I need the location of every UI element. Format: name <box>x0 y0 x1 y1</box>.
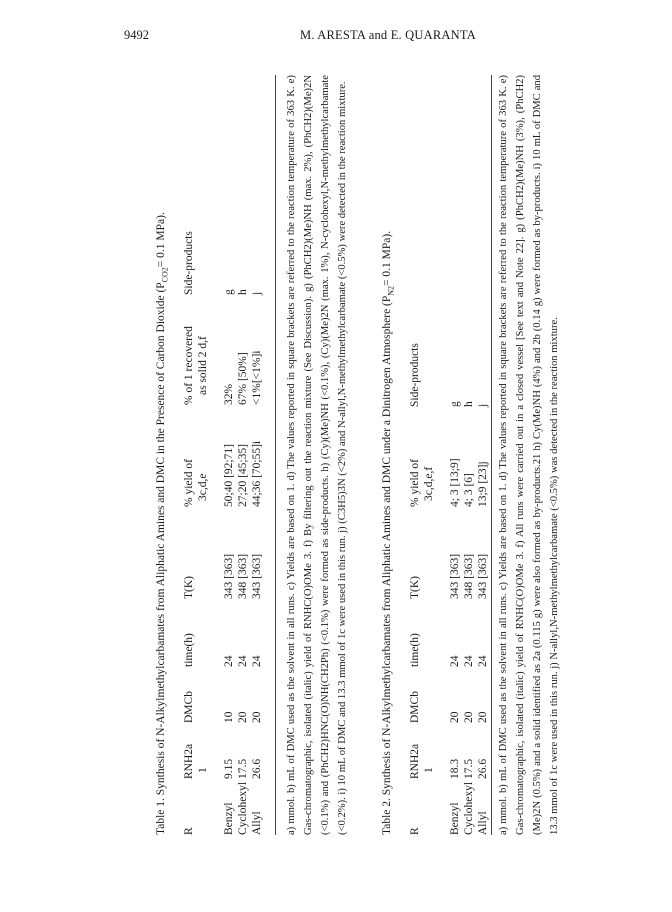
t1-r2-time: 24 <box>251 655 263 667</box>
t2-r0-time: 24 <box>449 655 461 667</box>
table2-rule <box>491 75 492 835</box>
t2-r0-rnh2: 18.3 <box>449 758 461 779</box>
t1-r1-yield: 27;20 [45;35] <box>237 444 249 507</box>
t1-r0-yield: 50;40 [92;71] <box>223 444 235 507</box>
t1-r2-rnh2: 26.6 <box>251 758 263 779</box>
table1-caption: Table 1. Synthesis of N-Alkylmethylcarbamates from Aliphatic Amines and DMC in the Presence of Carbon Dioxide ($P_{CO2}= 0.1$ MPa). <box>155 212 170 835</box>
t2-r2-side: j <box>477 403 489 407</box>
t2-r2-time: 24 <box>477 655 489 667</box>
t2-header-dmc: DMCb <box>409 691 421 723</box>
t1-r0-side: g <box>223 289 235 295</box>
running-head-authors: M. ARESTA and E. QUARANTA <box>300 28 476 42</box>
t1-header-r: R <box>183 827 195 835</box>
t2-header-tk: T(K) <box>409 576 421 599</box>
t1-header-recovered: % of 1 recovered <box>183 326 195 405</box>
t1-header-yield: % yield of <box>183 459 195 507</box>
t2-header-time: time(h) <box>409 633 421 667</box>
t2-r0-side: g <box>449 401 461 407</box>
t2-r2-yield: 13;9 [23]j <box>477 461 489 507</box>
t1-r1-recovered: 67% [50%] <box>237 352 249 405</box>
t2-r1-dmc: 20 <box>463 711 475 723</box>
t2-r0-r: Benzyl <box>449 802 461 835</box>
t1-r2-r: Allyl <box>251 811 263 835</box>
t2-r2-tk: 343 [363] <box>477 553 489 599</box>
t2-r1-r: Cyclohexyl <box>463 781 475 835</box>
t1-r0-r: Benzyl <box>223 802 235 835</box>
t2-r2-r: Allyl <box>477 811 489 835</box>
t1-r1-rnh2: 17.5 <box>237 758 249 779</box>
t1-r1-dmc: 20 <box>237 711 249 723</box>
t2-header-yield: % yield of <box>409 459 421 507</box>
t1-r1-side: h <box>237 289 249 295</box>
t2-r1-tk: 348 [363] <box>463 553 475 599</box>
t2-r0-yield: 4; 3 [13;9] <box>449 458 461 507</box>
t1-header-yield-sub: 3c,d,e <box>197 473 209 501</box>
t1-r2-yield: 44;36 [70;55]i <box>251 440 263 507</box>
table1-rule <box>275 75 276 835</box>
t2-r2-dmc: 20 <box>477 711 489 723</box>
t1-r0-recovered: 32% <box>223 383 235 405</box>
table2-caption: Table 2. Synthesis of N-Alkylmethylcarbamates from Aliphatic Amines and DMC under a Dinitrogen Atmosphere ($P_{N2}= 0.1$ MPa). <box>381 230 396 835</box>
t2-r2-rnh2: 26.6 <box>477 758 489 779</box>
t2-r1-rnh2: 17.5 <box>463 758 475 779</box>
t2-r0-tk: 343 [363] <box>449 553 461 599</box>
t2-r0-dmc: 20 <box>449 711 461 723</box>
t2-r1-yield: 4; 3 [6] <box>463 473 475 507</box>
t1-r0-tk: 343 [363] <box>223 553 235 599</box>
t1-r2-dmc: 20 <box>251 711 263 723</box>
t1-r1-r: Cyclohexyl <box>237 781 249 835</box>
t1-r0-time: 24 <box>223 655 235 667</box>
t1-header-recovered-sub: as solid 2 d,f <box>197 336 209 395</box>
t1-header-side: Side-products <box>183 231 195 295</box>
t2-r1-side: h <box>463 401 475 407</box>
t2-r1-time: 24 <box>463 655 475 667</box>
t1-r1-tk: 348 [363] <box>237 553 249 599</box>
table1-footnotes: a) mmol. b) mL of DMC used as the solvent in all runs. c) Yields are based on 1. d) The values reported in square brackets are referred to the reaction temperature of 363 K. e) Gas-chromatographic, isolated (italic) yield of RNHC(O)OMe 3. f) By filtering out the reaction mixture (See Discussion). g) (PhCH2)(Me)NH (max. 2%), (PhCH2)(Me)2N (<0.1%) and (PhCH2)HNC(O)NH(CH2Ph) (<0.1%) were formed as side-products. h) (Cy)(Me)NH (<0.1%), (Cy)(Me)2N (max. 1%), N-cyclohexyl,N-methylmethylcarbamate (<0.2%). i) 10 mL of DMC and 13.3 mmol of 1c were used in this run. j) (C3H5)3N (<2%) and N-allyl,N-methylmethylcarbamate (<0.5%) were detected in the reaction mixture. <box>286 75 348 835</box>
t1-r1-time: 24 <box>237 655 249 667</box>
table2-footnotes: a) mmol. b) mL of DMC used as the solvent in all runs. c) Yields are based on 1. d) The values reported in square brackets are referred to the reaction temperature of 363 K. e) Gas-chromatographic, isolated (italic) yield of RNHC(O)OMe 3. f) All runs were carried out in a closed vessel [See text and Note 22]. g) (PhCH2)(Me)NH (3%), (PhCH2)(Me)2N (0.5%) and a solid identified as 2a (0.115 g) were also formed as by-products.21 h) Cy(Me)NH (4%) and 2b (0.14 g) were formed as by-products. i) 10 mL of DMC and 13.3 mmol of 1c were used in this run. j) N-allyl,N-methylmethylcarbamate (<0.5%) was detected in the reaction mixture. <box>498 75 560 835</box>
t2-header-r: R <box>409 827 421 835</box>
t1-r2-side: j <box>251 291 263 295</box>
t2-header-compound: 1 <box>423 767 435 773</box>
t1-header-compound: 1 <box>197 767 209 773</box>
t1-r2-recovered: <1%[<1%]i <box>251 350 263 405</box>
t1-header-time: time(h) <box>183 633 195 667</box>
running-head <box>0 28 672 48</box>
t1-header-rnh2: RNH2a <box>183 743 195 779</box>
t1-header-tk: T(K) <box>183 576 195 599</box>
t2-header-yield-sub: 3c,d,e,f <box>423 466 435 501</box>
t1-r0-rnh2: 9.15 <box>223 758 235 779</box>
t2-header-side: Side-products <box>409 343 421 407</box>
page-number: 9492 <box>124 28 149 42</box>
rotated-tables <box>155 75 575 835</box>
t2-header-rnh2: RNH2a <box>409 743 421 779</box>
t1-r2-tk: 343 [363] <box>251 553 263 599</box>
t1-r0-dmc: 10 <box>223 711 235 723</box>
t1-header-dmc: DMCb <box>183 691 195 723</box>
